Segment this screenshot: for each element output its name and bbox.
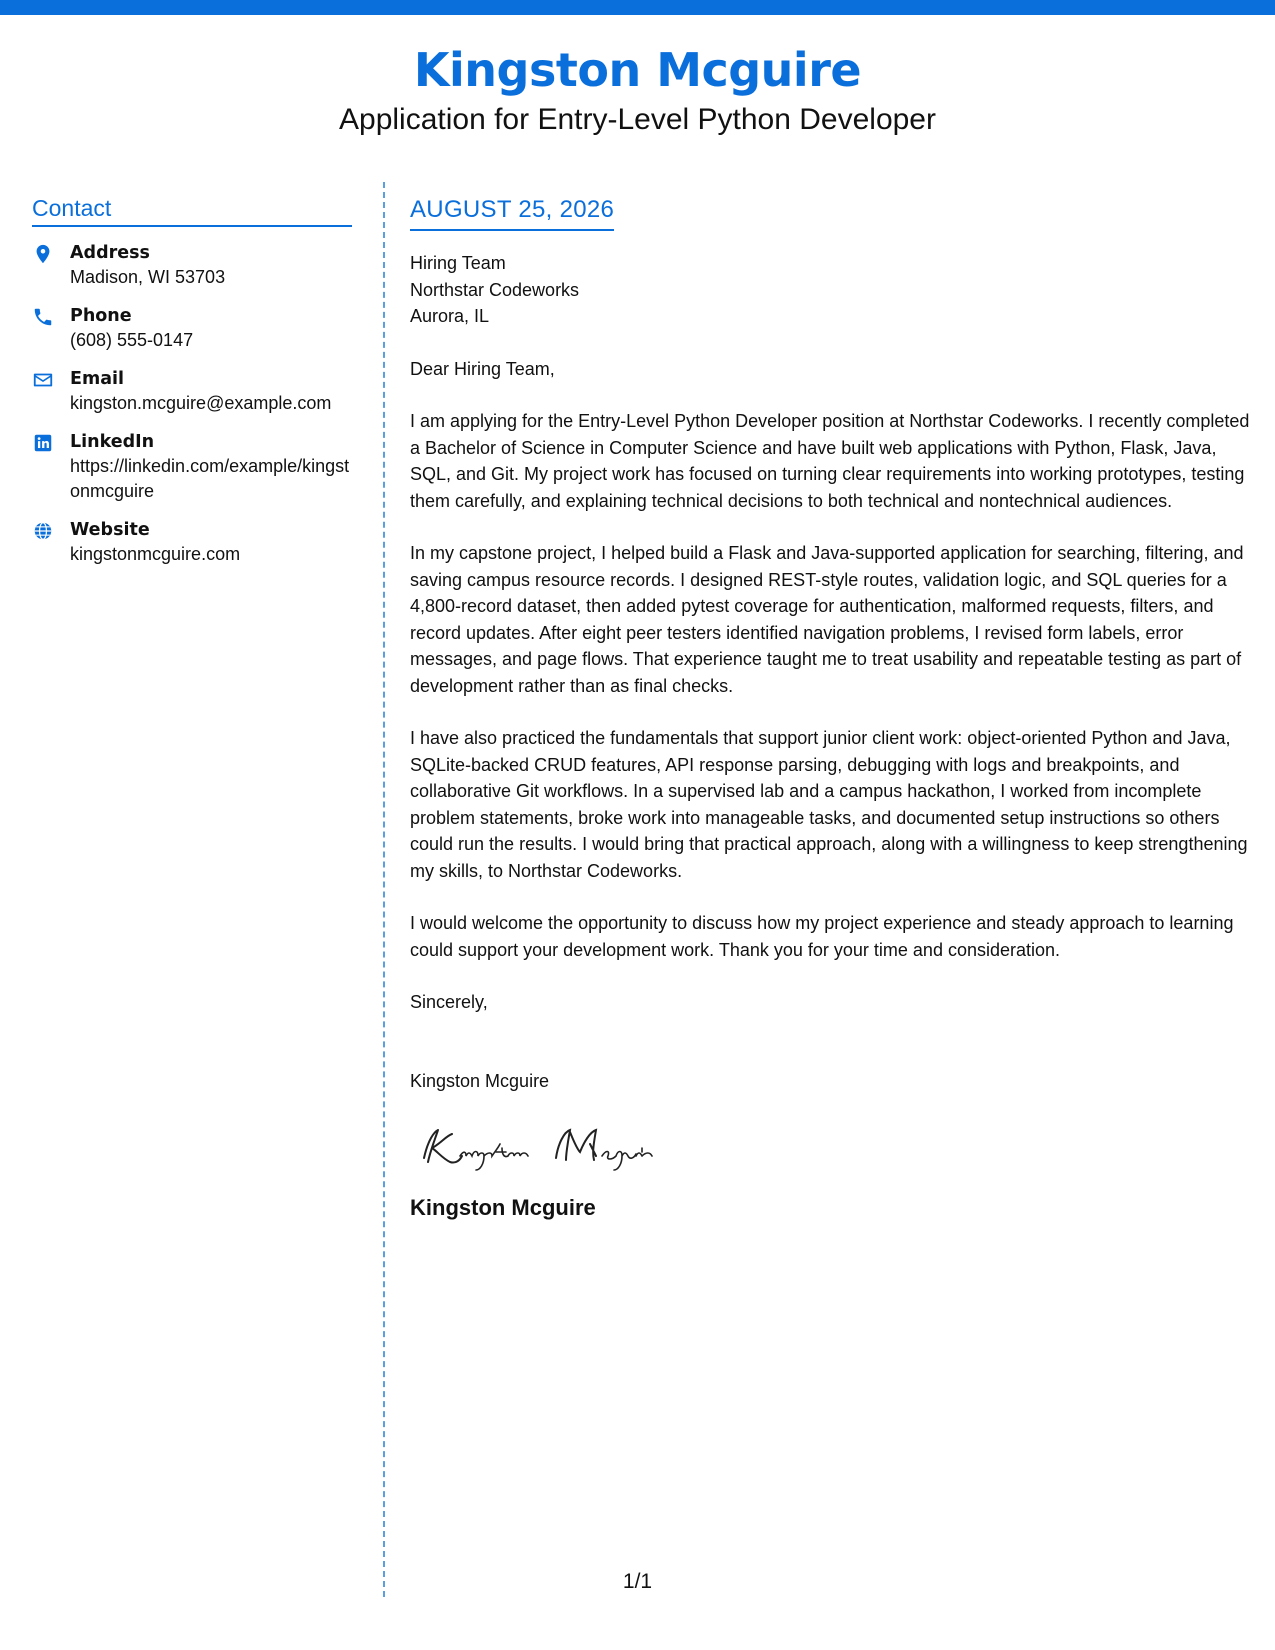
globe-icon (32, 520, 54, 542)
letter-header (0, 42, 1275, 140)
column-divider (383, 182, 385, 1597)
contact-label: Address (70, 243, 150, 263)
recipient-line: Hiring Team (410, 253, 506, 273)
signer-name: Kingston Mcguire (410, 1070, 550, 1091)
contact-label: Phone (70, 306, 132, 326)
body-paragraph: In my capstone project, I helped build a Flask and Java-supported application for searching, filtering, and saving campus resource records. I designed REST-style routes, validation logic, and SQL queries for a 4,800-record dataset, then added pytest coverage for authentication, malformed requests, filters, and record updates. After eight peer testers identified navigation problems, I revised form labels, error messages, and page flows. That experience taught me to treat usability and repeatable testing as part of development rather than as final checks. (410, 543, 1244, 696)
contact-item-phone (32, 304, 352, 353)
recipient-line: Aurora, IL (410, 306, 490, 326)
contact-value: https://linkedin.com/example/kingstonmcguire (70, 456, 350, 501)
contact-label: Email (70, 369, 124, 389)
applicant-name: Kingston Mcguire (413, 43, 862, 97)
top-accent-bar (0, 0, 1275, 15)
signer-name-bold: Kingston Mcguire (410, 1195, 596, 1220)
email-icon (32, 369, 54, 391)
contact-value: kingstonmcguire.com (70, 544, 241, 564)
page-number: 1/1 (622, 1570, 653, 1593)
application-subtitle: Application for Entry-Level Python Developer (339, 103, 936, 136)
contact-value: kingston.mcguire@example.com (70, 393, 332, 413)
letter-body (410, 195, 1252, 1222)
contact-sidebar (32, 195, 352, 567)
map-pin-icon (32, 243, 54, 265)
handwritten-signature (410, 1118, 1252, 1178)
contact-heading: Contact (32, 195, 352, 227)
salutation: Dear Hiring Team, (410, 358, 555, 379)
linkedin-icon (32, 432, 54, 454)
letter-date: AUGUST 25, 2026 (410, 195, 614, 231)
contact-item-email (32, 367, 352, 416)
contact-item-linkedin (32, 430, 352, 504)
contact-label: Website (70, 520, 150, 540)
body-paragraph: I am applying for the Entry-Level Python Developer position at Northstar Codeworks. I recently completed a Bachelor of Science in Computer Science and have built web applications with Python, Flask, Java, SQL, and Git. My project work has focused on turning clear requirements into working prototypes, testing them carefully, and explaining technical decisions to both technical and nontechnical audiences. (410, 411, 1250, 511)
contact-value: Madison, WI 53703 (70, 267, 226, 287)
contact-label: LinkedIn (70, 432, 155, 452)
body-paragraph: I would welcome the opportunity to discuss how my project experience and steady approach to learning could support your development work. Thank you for your time and consideration. (410, 913, 1234, 960)
closing: Sincerely, (410, 992, 488, 1012)
contact-value: (608) 555-0147 (70, 330, 194, 350)
recipient-block (410, 250, 1252, 330)
contact-item-website (32, 518, 352, 567)
phone-icon (32, 306, 54, 328)
body-paragraph: I have also practiced the fundamentals that support junior client work: object-oriented Python and Java, SQLite-backed CRUD features, API response parsing, debugging with logs and breakpoints, and collaborative Git workflows. In a supervised lab and a campus hackathon, I worked from incomplete problem statements, broke work into manageable tasks, and documented setup instructions so others could run the results. I would bring that practical approach, along with a willingness to keep strengthening my skills, to Northstar Codeworks. (410, 728, 1248, 881)
contact-item-address (32, 241, 352, 290)
recipient-line: Northstar Codeworks (410, 279, 580, 300)
